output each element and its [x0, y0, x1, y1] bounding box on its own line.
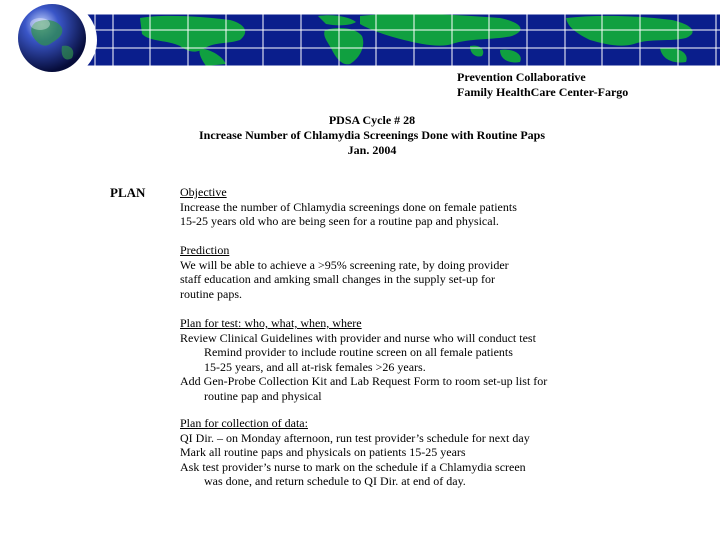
objective-heading: Objective — [180, 185, 227, 199]
plan-data-line: was done, and return schedule to QI Dir. at end of day. — [204, 474, 466, 488]
plan-test-line: 15-25 years, and all at-risk females >26 years. — [204, 359, 426, 374]
cycle-title: Increase Number of Chlamydia Screenings Done with Routine Paps — [198, 128, 545, 142]
document-title — [140, 113, 604, 158]
prediction-line: routine paps. — [180, 286, 242, 301]
objective-line: Increase the number of Chlamydia screenings done on female patients — [180, 199, 517, 214]
cycle-number: PDSA Cycle # 28 — [328, 113, 416, 127]
objective-line: 15-25 years old who are being seen for a routine pap and physical. — [180, 214, 499, 228]
prediction-section — [180, 243, 509, 301]
phase-label: PLAN — [110, 185, 146, 200]
plan-test-line: Review Clinical Guidelines with provider and nurse who will conduct test — [180, 330, 536, 345]
map-strip — [80, 14, 720, 66]
prediction-line: We will be able to achieve a >95% screening rate, by doing provider — [180, 257, 509, 272]
plan-test-line: Add Gen-Probe Collection Kit and Lab Request Form to room set-up list for — [180, 374, 548, 388]
plan-data-line: QI Dir. – on Monday afternoon, run test provider’s schedule for next day — [180, 430, 530, 445]
plan-data-section — [180, 416, 530, 489]
plan-test-line: routine pap and physical — [204, 388, 322, 403]
cycle-date: Jan. 2004 — [347, 143, 397, 157]
globe-icon — [18, 4, 86, 72]
world-map-banner — [0, 0, 720, 80]
plan-test-line: Remind provider to include routine screen on all female patients — [204, 345, 513, 359]
plan-data-line: Ask test provider’s nurse to mark on the schedule if a Chlamydia screen — [180, 459, 526, 474]
objective-section — [180, 185, 517, 229]
plan-data-heading: Plan for collection of data: — [180, 416, 308, 430]
organization-header — [457, 70, 628, 100]
plan-data-line: Mark all routine paps and physicals on patients 15-25 years — [180, 445, 466, 459]
org-name: Prevention Collaborative — [457, 70, 586, 84]
plan-test-heading: Plan for test: who, what, when, where — [180, 316, 362, 330]
clinic-name: Family HealthCare Center-Fargo — [457, 85, 629, 99]
plan-test-section — [180, 316, 547, 403]
prediction-line: staff education and amking small changes in the supply set-up for — [180, 272, 496, 286]
prediction-heading: Prediction — [180, 243, 230, 257]
